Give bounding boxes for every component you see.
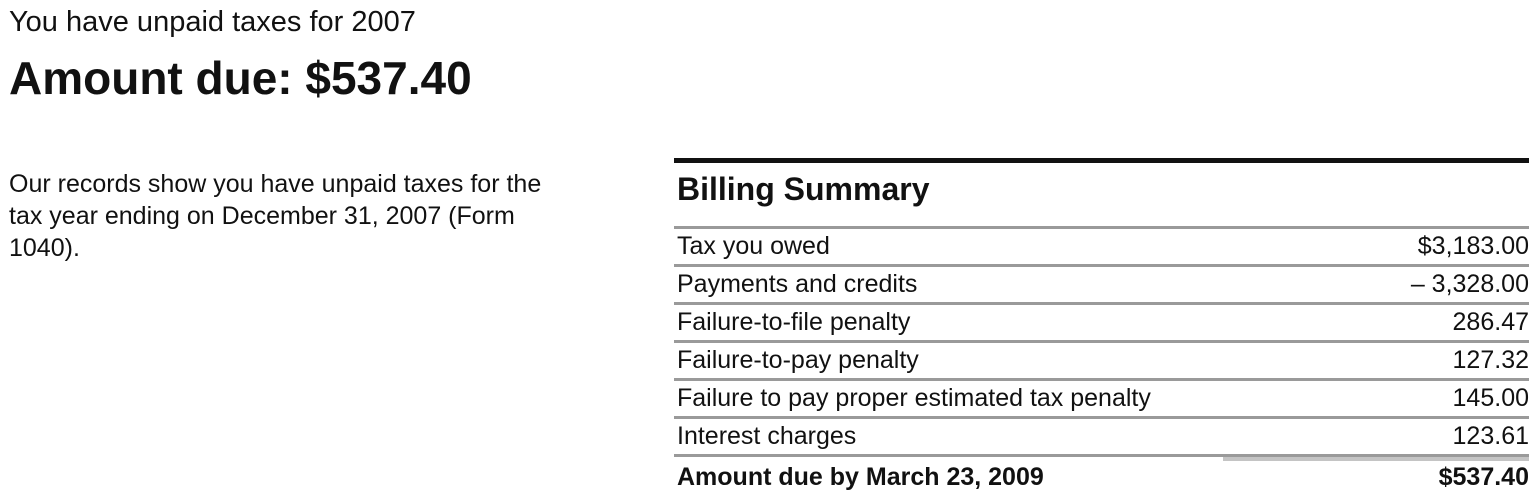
notice-subtitle: You have unpaid taxes for 2007 (9, 6, 416, 38)
billing-row-label: Failure-to-file penalty (677, 308, 911, 336)
billing-total-row (674, 457, 1529, 497)
billing-row-tax-owed (674, 229, 1529, 267)
billing-row-amount: – 3,328.00 (1410, 270, 1529, 298)
billing-row-amount: 127.32 (1452, 346, 1529, 374)
billing-row-failure-to-pay (674, 343, 1529, 381)
billing-summary-table (674, 158, 1529, 497)
total-divider (1223, 457, 1529, 461)
notice-body-text: Our records show you have unpaid taxes for the tax year ending on December 31, 2007 (Form 1040). (9, 170, 542, 262)
billing-row-payments-credits (674, 267, 1529, 305)
billing-row-amount: 123.61 (1452, 422, 1529, 450)
billing-row-failure-to-file (674, 305, 1529, 343)
billing-row-amount: 286.47 (1452, 308, 1529, 336)
billing-row-estimated-tax-penalty (674, 381, 1529, 419)
billing-row-label: Failure-to-pay penalty (677, 346, 919, 374)
billing-total-label: Amount due by March 23, 2009 (677, 462, 1044, 491)
billing-row-label: Payments and credits (677, 270, 918, 298)
billing-row-label: Failure to pay proper estimated tax penalty (677, 384, 1151, 412)
billing-row-amount: $3,183.00 (1417, 232, 1529, 260)
billing-row-label: Interest charges (677, 422, 857, 450)
billing-summary-title: Billing Summary (674, 163, 1529, 229)
billing-row-interest (674, 419, 1529, 457)
amount-due-headline: Amount due: $537.40 (9, 52, 472, 104)
billing-total-amount: $537.40 (1438, 462, 1529, 491)
billing-row-label: Tax you owed (677, 232, 830, 260)
billing-row-amount: 145.00 (1452, 384, 1529, 412)
